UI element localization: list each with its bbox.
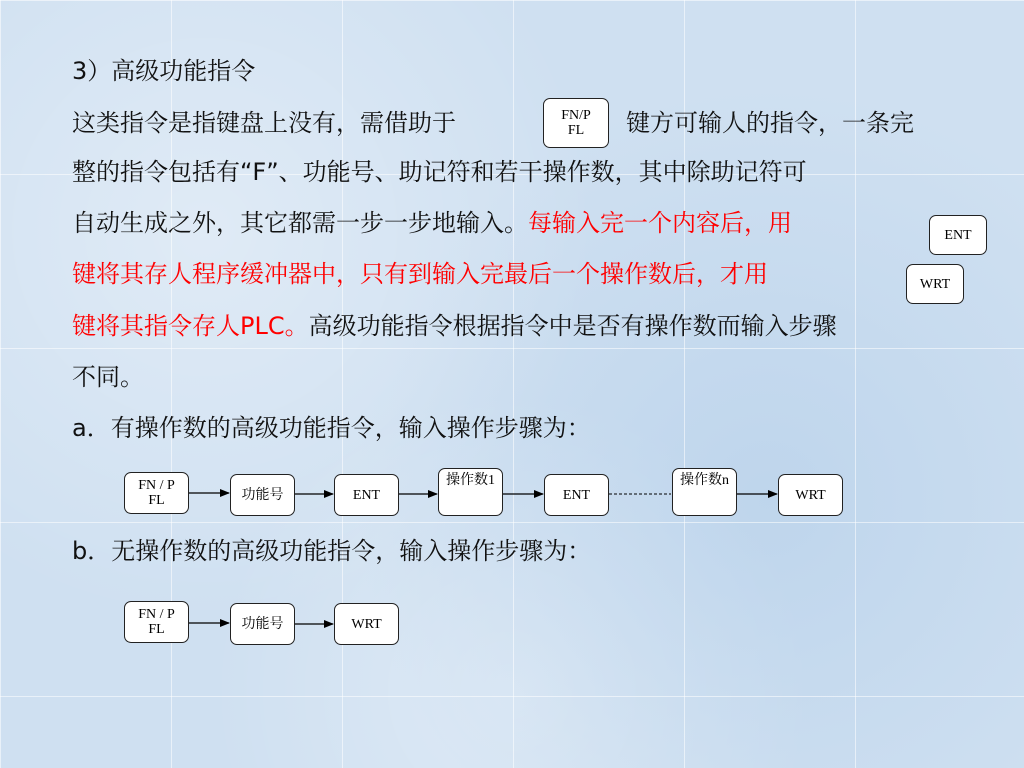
wrt-key: WRT	[906, 264, 964, 304]
paragraph-line-1a: 这类指令是指键盘上没有，需借助于	[72, 109, 456, 137]
paragraph-line-3b-highlight: 每输入完一个内容后，用	[528, 209, 792, 237]
fn-p-fl-key-line2: FL	[567, 123, 585, 138]
section-b-label: b．无操作数的高级功能指令，输入操作步骤为：	[72, 537, 592, 565]
section-a-label: a．有操作数的高级功能指令，输入操作步骤为：	[72, 414, 591, 442]
flow-b-fn-line2: FL	[148, 622, 165, 637]
flow-a-ent-key-1: ENT	[334, 474, 399, 516]
paragraph-line-4-highlight: 键将其存人程序缓冲器中，只有到输入完最后一个操作数后，才用	[72, 260, 768, 288]
section-heading: 3）高级功能指令	[72, 57, 256, 85]
flow-a-fn-line1: FN / P	[138, 478, 175, 493]
fn-p-fl-key-line1: FN/P	[561, 108, 591, 123]
paragraph-line-5b: 高级功能指令根据指令中是否有操作数而输入步骤	[308, 312, 837, 340]
flow-a-fn-line2: FL	[148, 493, 165, 508]
paragraph-line-1b: 键方可输人的指令，一条完	[626, 109, 914, 137]
paragraph-line-3a: 自动生成之外，其它都需一步一步地输入。	[72, 209, 528, 237]
flow-a-ent-key-2: ENT	[544, 474, 609, 516]
paragraph-line-5a-highlight: 键将其指令存人PLC。	[72, 312, 309, 340]
flow-a-operand-1: 操作数1	[438, 468, 503, 516]
paragraph-line-2: 整的指令包括有“F”、功能号、助记符和若干操作数，其中除助记符可	[72, 158, 807, 186]
flow-b-fn-line1: FN / P	[138, 607, 175, 622]
flow-b-wrt-key: WRT	[334, 603, 399, 645]
flow-a-function-number: 功能号	[230, 474, 295, 516]
flow-a-wrt-key: WRT	[778, 474, 843, 516]
flow-b-function-number: 功能号	[230, 603, 295, 645]
paragraph-line-6: 不同。	[72, 363, 144, 391]
ent-key: ENT	[929, 215, 987, 255]
flow-a-operand-n: 操作数n	[672, 468, 737, 516]
